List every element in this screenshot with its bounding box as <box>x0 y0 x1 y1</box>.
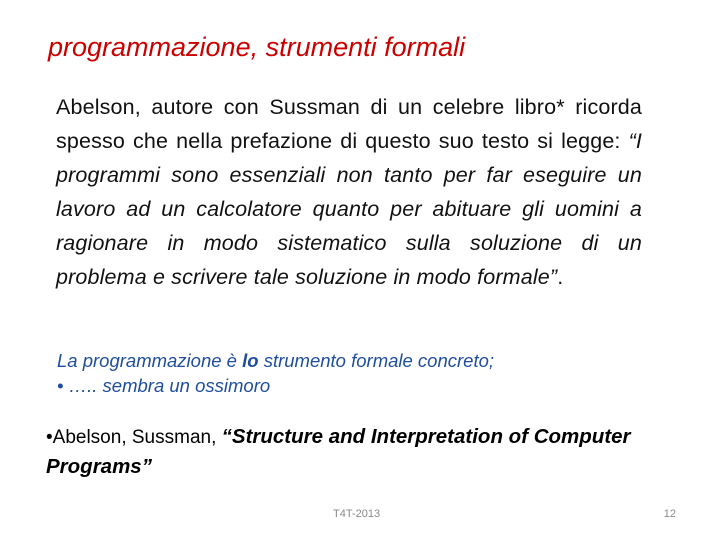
footer-label: T4T-2013 <box>333 508 381 520</box>
note-line-1 <box>57 348 677 373</box>
quote-paragraph <box>56 90 642 294</box>
quote-intro: Abelson, autore con Sussman di un celebre libro* ricorda spesso che nella prefazione di questo suo testo si legge: <box>56 95 642 153</box>
note-block <box>57 348 677 398</box>
bullet-icon: • <box>57 375 64 396</box>
slide-title: programmazione, strumenti formali <box>48 32 466 62</box>
reference <box>46 422 646 482</box>
note-line-2-text: ….. sembra un ossimoro <box>63 375 271 396</box>
note-line-1-bold: lo <box>242 350 259 371</box>
bullet-icon: • <box>46 427 53 448</box>
quote-end: . <box>557 265 564 289</box>
note-line-1-post: strumento formale concreto; <box>258 350 495 371</box>
note-line-2 <box>57 373 677 398</box>
note-line-1-pre: La programmazione è <box>57 350 243 371</box>
reference-book-title: “Structure and Interpretation of Computer Programs” <box>46 425 631 478</box>
reference-authors: Abelson, Sussman, <box>52 427 222 448</box>
quoted-text: “I programmi sono essenziali non tanto per far eseguire un lavoro ad un calcolatore quanto per abituare gli uomini a ragionare in modo sistematico sulla soluzione di un problema e scrivere tale soluzione in modo formale” <box>56 129 642 289</box>
page-number: 12 <box>663 508 676 520</box>
